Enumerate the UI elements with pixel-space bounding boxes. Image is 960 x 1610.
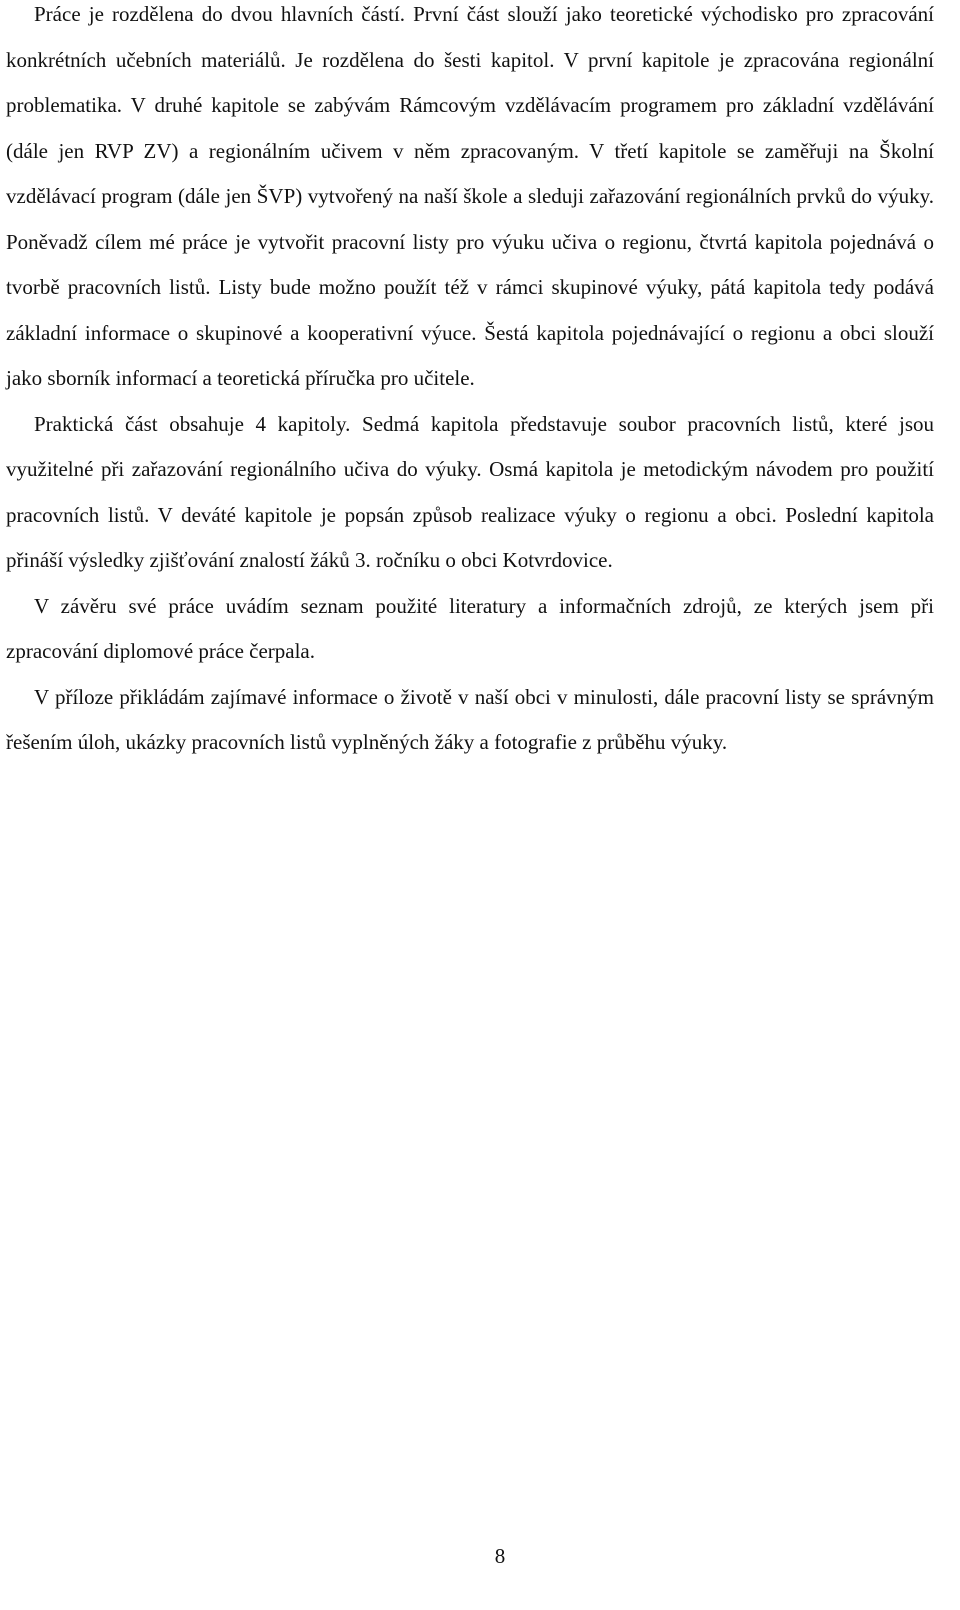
paragraph-conclusion: V závěru své práce uvádím seznam použité literatury a informačních zdrojů, ze kterých jsem při zpracování diplomové práce čerpala. [6, 593, 934, 663]
paragraph-structure: Práce je rozdělena do dvou hlavních částí. První část slouží jako teoretické východisko pro zpracování konkrétních učebních materiálů. Je rozdělena do šesti kapitol. V první kapitole je zpracována regionální problematika. V druhé kapitole se zabývám Rámcovým vzdělávacím programem pro základní vzdělávání (dále jen RVP ZV) a regionálním učivem v něm zpracovaným. V třetí kapitole se zaměřuji na Školní vzdělávací program (dále jen ŠVP) vytvořený na naší škole a sleduji zařazování regionálních prvků do výuky. Poněvadž cílem mé práce je vytvořit pracovní listy pro výuku učiva o regionu, čtvrtá kapitola pojednává o tvorbě pracovních listů. Listy bude možno použít též v rámci skupinové výuky, pátá kapitola tedy podává základní informace o skupinové a kooperativní výuce. Šestá kapitola pojednávající o regionu a obci slouží jako sborník informací a teoretická příručka pro učitele. [6, 2, 934, 390]
document-page [6, 0, 934, 766]
page-number: 8 [494, 1544, 506, 1568]
paragraph-practical-part: Praktická část obsahuje 4 kapitoly. Sedmá kapitola představuje soubor pracovních listů, které jsou využitelné při zařazování regionálního učiva do výuky. Osmá kapitola je metodickým návodem pro použití pracovních listů. V deváté kapitole je popsán způsob realizace výuky o regionu a obci. Poslední kapitola přináší výsledky zjišťování znalostí žáků 3. ročníku o obci Kotvrdovice. [6, 411, 934, 572]
paragraph-appendix: V příloze přikládám zajímavé informace o životě v naší obci v minulosti, dále pracovní listy se správným řešením úloh, ukázky pracovních listů vyplněných žáky a fotografie z průběhu výuky. [6, 684, 934, 754]
